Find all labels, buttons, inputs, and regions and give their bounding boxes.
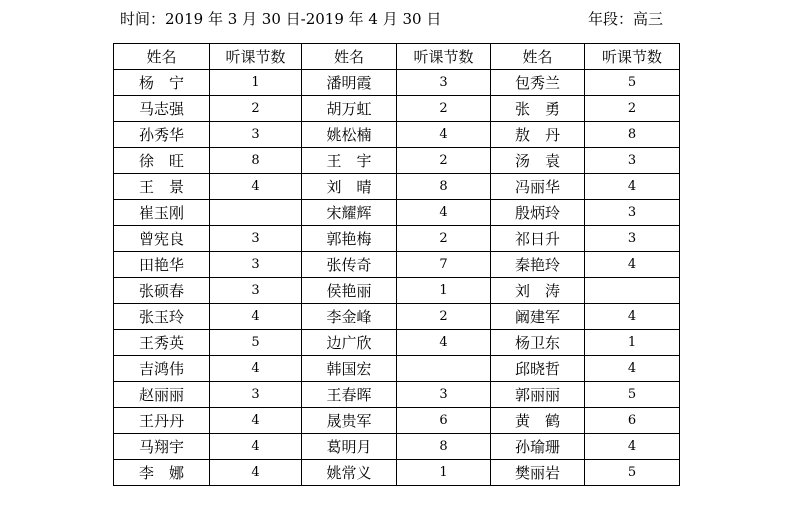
teacher-name-3: 包秀兰	[491, 70, 585, 96]
teacher-name-2: 潘明霞	[302, 70, 397, 96]
table-row	[114, 356, 680, 382]
lesson-count-3: 5	[585, 70, 680, 96]
teacher-name-3: 黄 鹤	[491, 408, 585, 434]
table-row	[114, 330, 680, 356]
teacher-name-2: 姚松楠	[302, 122, 397, 148]
teacher-name-1: 马志强	[114, 96, 210, 122]
lesson-count-1: 8	[210, 148, 302, 174]
lesson-count-1: 2	[210, 96, 302, 122]
table-row	[114, 226, 680, 252]
lesson-count-1: 3	[210, 122, 302, 148]
table-row	[114, 174, 680, 200]
lesson-count-3	[585, 278, 680, 304]
document-header	[0, 6, 792, 32]
lesson-count-1: 4	[210, 408, 302, 434]
lesson-count-1	[210, 200, 302, 226]
table-row	[114, 382, 680, 408]
lesson-count-1: 4	[210, 434, 302, 460]
teacher-name-3: 樊丽岩	[491, 460, 585, 486]
teacher-name-1: 王 景	[114, 174, 210, 200]
teacher-name-1: 孙秀华	[114, 122, 210, 148]
table-row	[114, 304, 680, 330]
teacher-name-2: 胡万虹	[302, 96, 397, 122]
table-row	[114, 96, 680, 122]
teacher-name-3: 刘 涛	[491, 278, 585, 304]
teacher-name-2: 宋耀辉	[302, 200, 397, 226]
lesson-count-1: 1	[210, 70, 302, 96]
lesson-count-3: 3	[585, 148, 680, 174]
column-header-count-3: 听课节数	[585, 44, 680, 70]
lesson-count-3: 8	[585, 122, 680, 148]
lesson-count-2: 3	[397, 70, 491, 96]
teacher-name-1: 李 娜	[114, 460, 210, 486]
table-row	[114, 200, 680, 226]
lesson-count-2	[397, 356, 491, 382]
attendance-table	[113, 43, 680, 486]
lesson-count-2: 4	[397, 330, 491, 356]
lesson-count-3: 4	[585, 356, 680, 382]
teacher-name-2: 王 宇	[302, 148, 397, 174]
lesson-count-1: 3	[210, 278, 302, 304]
column-header-name-3: 姓名	[491, 44, 585, 70]
teacher-name-3: 张 勇	[491, 96, 585, 122]
teacher-name-1: 张玉玲	[114, 304, 210, 330]
lesson-count-2: 2	[397, 304, 491, 330]
lesson-count-3: 4	[585, 304, 680, 330]
lesson-count-2: 8	[397, 174, 491, 200]
lesson-count-1: 4	[210, 460, 302, 486]
lesson-count-3: 4	[585, 252, 680, 278]
grade-label: 年段：高三	[588, 10, 664, 28]
teacher-name-2: 刘 晴	[302, 174, 397, 200]
column-header-count-1: 听课节数	[210, 44, 302, 70]
teacher-name-2: 张传奇	[302, 252, 397, 278]
teacher-name-2: 李金峰	[302, 304, 397, 330]
teacher-name-1: 杨 宁	[114, 70, 210, 96]
table-row	[114, 70, 680, 96]
lesson-count-2: 2	[397, 226, 491, 252]
teacher-name-1: 赵丽丽	[114, 382, 210, 408]
lesson-count-3: 4	[585, 434, 680, 460]
teacher-name-3: 殷炳玲	[491, 200, 585, 226]
lesson-count-1: 4	[210, 356, 302, 382]
lesson-count-2: 2	[397, 148, 491, 174]
lesson-count-3: 5	[585, 382, 680, 408]
lesson-count-3: 3	[585, 200, 680, 226]
teacher-name-1: 张硕春	[114, 278, 210, 304]
lesson-count-3: 1	[585, 330, 680, 356]
lesson-count-2: 1	[397, 278, 491, 304]
column-header-name-2: 姓名	[302, 44, 397, 70]
lesson-count-2: 3	[397, 382, 491, 408]
teacher-name-3: 敖 丹	[491, 122, 585, 148]
teacher-name-3: 阚建军	[491, 304, 585, 330]
lesson-count-2: 4	[397, 122, 491, 148]
teacher-name-2: 边广欣	[302, 330, 397, 356]
teacher-name-1: 王丹丹	[114, 408, 210, 434]
teacher-name-1: 崔玉刚	[114, 200, 210, 226]
lesson-count-3: 4	[585, 174, 680, 200]
teacher-name-1: 马翔宇	[114, 434, 210, 460]
teacher-name-1: 田艳华	[114, 252, 210, 278]
table-row	[114, 252, 680, 278]
lesson-count-2: 2	[397, 96, 491, 122]
date-range: 时间：2019 年 3 月 30 日-2019 年 4 月 30 日	[120, 10, 442, 28]
table-header-row	[114, 44, 680, 70]
teacher-name-3: 冯丽华	[491, 174, 585, 200]
lesson-count-1: 4	[210, 304, 302, 330]
lesson-count-2: 6	[397, 408, 491, 434]
lesson-count-2: 4	[397, 200, 491, 226]
teacher-name-1: 徐 旺	[114, 148, 210, 174]
teacher-name-1: 吉鸿伟	[114, 356, 210, 382]
lesson-count-2: 1	[397, 460, 491, 486]
lesson-count-2: 8	[397, 434, 491, 460]
column-header-name-1: 姓名	[114, 44, 210, 70]
teacher-name-3: 郭丽丽	[491, 382, 585, 408]
lesson-count-3: 2	[585, 96, 680, 122]
teacher-name-3: 孙瑜珊	[491, 434, 585, 460]
lesson-count-1: 3	[210, 382, 302, 408]
lesson-count-3: 5	[585, 460, 680, 486]
lesson-count-1: 3	[210, 226, 302, 252]
teacher-name-2: 韩国宏	[302, 356, 397, 382]
table-row	[114, 278, 680, 304]
teacher-name-3: 汤 袁	[491, 148, 585, 174]
teacher-name-2: 晟贵军	[302, 408, 397, 434]
table-row	[114, 434, 680, 460]
lesson-count-1: 3	[210, 252, 302, 278]
teacher-name-1: 王秀英	[114, 330, 210, 356]
teacher-name-2: 侯艳丽	[302, 278, 397, 304]
teacher-name-2: 郭艳梅	[302, 226, 397, 252]
teacher-name-3: 秦艳玲	[491, 252, 585, 278]
teacher-name-3: 邱晓哲	[491, 356, 585, 382]
lesson-count-1: 5	[210, 330, 302, 356]
table-row	[114, 460, 680, 486]
teacher-name-1: 曾宪良	[114, 226, 210, 252]
column-header-count-2: 听课节数	[397, 44, 491, 70]
teacher-name-2: 姚常义	[302, 460, 397, 486]
table-row	[114, 122, 680, 148]
table-row	[114, 408, 680, 434]
teacher-name-3: 杨卫东	[491, 330, 585, 356]
lesson-count-2: 7	[397, 252, 491, 278]
teacher-name-3: 祁日升	[491, 226, 585, 252]
lesson-count-3: 3	[585, 226, 680, 252]
teacher-name-2: 葛明月	[302, 434, 397, 460]
lesson-count-3: 6	[585, 408, 680, 434]
table-row	[114, 148, 680, 174]
lesson-count-1: 4	[210, 174, 302, 200]
teacher-name-2: 王春晖	[302, 382, 397, 408]
